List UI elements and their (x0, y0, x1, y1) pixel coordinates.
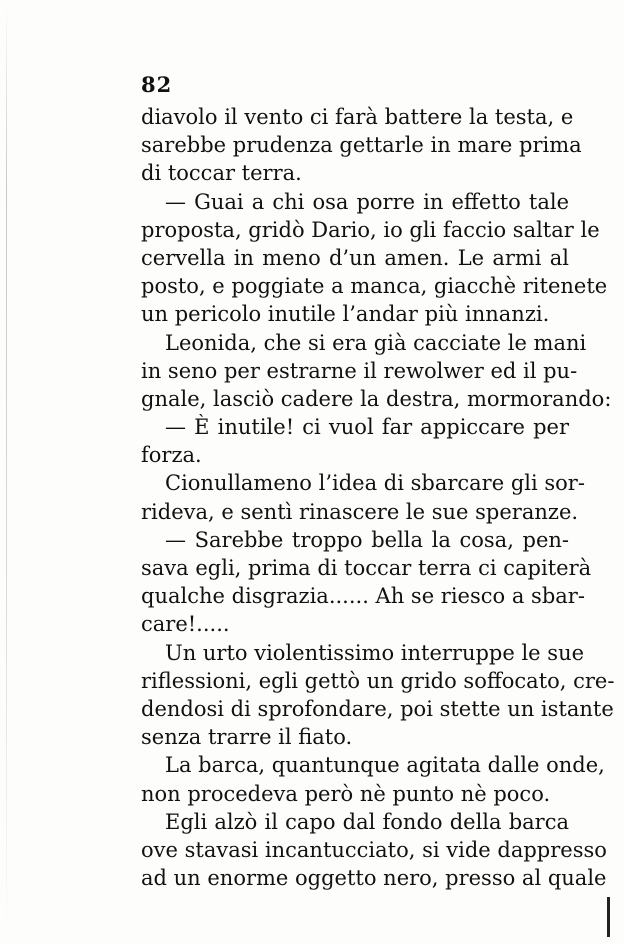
page-edge-shadow (6, 0, 7, 945)
page-number: 82 (141, 72, 173, 97)
text-line: forza. (141, 443, 202, 468)
text-line: di toccar terra. (141, 161, 302, 186)
text-line: diavolo il vento ci farà battere la testa, e (141, 105, 574, 129)
text-line: Egli alzò il capo dal fondo della barca (165, 809, 569, 834)
text-line: — Sarebbe troppo bella la cosa, pen- (165, 527, 569, 552)
scan-corner-mark (607, 897, 610, 937)
text-line: non procedeva però nè punto nè poco. (141, 781, 551, 806)
text-line: posto, e poggiate a manca, giacchè ritenete (141, 274, 608, 299)
text-line: Un urto violentissimo interruppe le sue (165, 640, 585, 665)
text-line: sarebbe prudenza gettarle in mare prima (141, 133, 582, 158)
text-line: sava egli, prima di toccar terra ci capiterà (141, 556, 592, 580)
text-line: senza trarre il fiato. (141, 725, 353, 750)
text-line: — È inutile! ci vuol far appiccare per (165, 415, 569, 440)
text-line: rideva, e sentì rinascere le sue speranze. (141, 499, 579, 524)
text-line: ad un enorme oggetto nero, presso al quale (141, 866, 607, 891)
text-line: ove stavasi incantucciato, si vide dappresso (141, 837, 607, 862)
text-line: in seno per estrarne il rewolwer ed il pu- (141, 358, 578, 383)
text-line: riflessioni, egli gettò un grido soffocato, cre- (141, 668, 615, 693)
text-line: cervella in meno d’un amen. Le armi al (141, 245, 569, 270)
text-line: un pericolo inutile l’andar più innanzi. (141, 302, 550, 327)
text-line: qualche disgrazia...... Ah se riesco a sbar- (141, 584, 585, 609)
text-line: — Guai a chi osa porre in effetto tale (165, 189, 569, 214)
text-line: gnale, lasciò cadere la destra, mormorando: (141, 386, 612, 411)
text-line: Leonida, che si era già cacciate le mani (165, 330, 587, 355)
text-line: proposta, gridò Dario, io gli faccio saltar le (141, 217, 600, 242)
text-line: Cionullameno l’idea di sbarcare gli sor- (165, 471, 585, 496)
text-line: dendosi di sprofondare, poi stette un istante (141, 696, 614, 721)
text-line: care!..... (141, 612, 230, 637)
text-line: La barca, quantunque agitata dalle onde, (165, 753, 605, 778)
body-text (141, 103, 615, 892)
